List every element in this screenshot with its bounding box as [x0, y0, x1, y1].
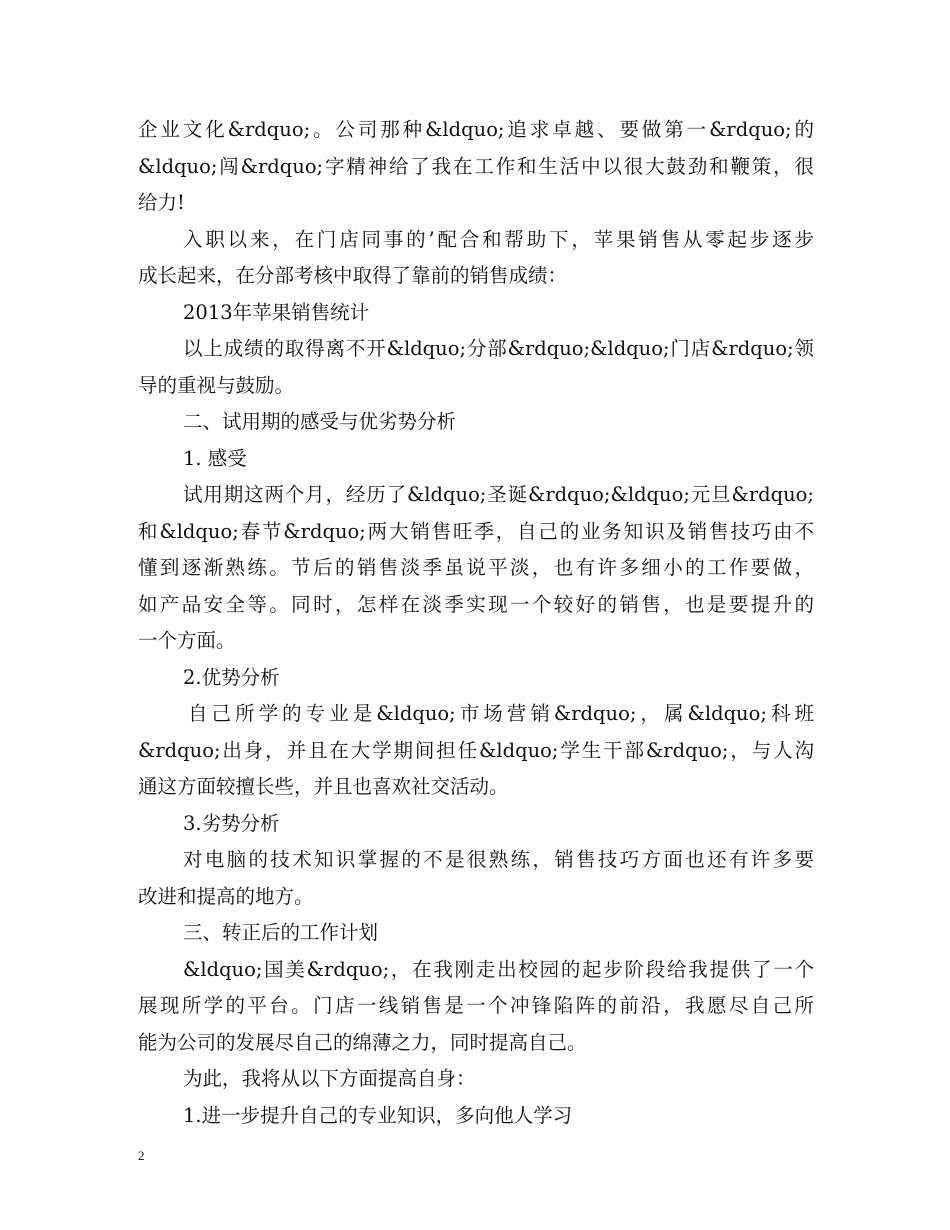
page-number: 2 [138, 1148, 145, 1163]
subheading-feelings: 1. 感受 [183, 446, 247, 470]
text-line-24: &ldquo;国美&rdquo;，在我刚走出校园的起步阶段给我提供了一个 [183, 957, 814, 981]
text-line-13: 懂到逐渐熟练。节后的销售淡季虽说平淡，也有许多细小的工作要做， [138, 556, 814, 579]
text-line-5: 成长起来，在分部考核中取得了靠前的销售成绩： [138, 264, 568, 287]
text-line-15: 一个方面。 [138, 629, 236, 652]
text-line-14: 如产品安全等。同时，怎样在淡季实现一个较好的销售，也是要提升的 [138, 592, 814, 616]
text-line-28: 1.进一步提升自己的专业知识，多向他人学习 [183, 1103, 573, 1127]
text-line-7: 以上成绩的取得离不开&ldquo;分部&rdquo;&ldquo;门店&rdquo;领 [183, 337, 814, 360]
section-heading-2: 二、试用期的感受与优劣势分析 [183, 410, 457, 433]
text-line-8: 导的重视与鼓励。 [138, 373, 295, 397]
text-line-22: 改进和提高的地方。 [138, 884, 314, 908]
text-line-4: 入职以来，在门店同事的’配合和帮助下，苹果销售从零起步逐步 [183, 227, 814, 251]
text-line-11: 试用期这两个月，经历了&ldquo;圣诞&rdquo;&ldquo;元旦&rdquo; [183, 483, 814, 506]
text-line-2: &ldquo;闯&rdquo;字精神给了我在工作和生活中以很大鼓劲和鞭策，很 [138, 154, 814, 178]
text-line-3: 给力! [138, 191, 185, 214]
subheading-weaknesses: 3.劣势分析 [183, 811, 280, 835]
subheading-strengths: 2.优势分析 [183, 665, 280, 689]
text-line-17: 自己所学的专业是&ldquo;市场营销&rdquo;，属&ldquo;科班 [188, 702, 814, 725]
text-line-27: 为此，我将从以下方面提高自身： [183, 1067, 476, 1090]
text-line-19: 通这方面较擅长些，并且也喜欢社交活动。 [138, 775, 509, 798]
section-heading-3: 三、转正后的工作计划 [183, 921, 379, 944]
document-body [138, 112, 814, 1134]
text-line-21: 对电脑的技术知识掌握的不是很熟练，销售技巧方面也还有许多要 [183, 848, 814, 871]
text-line-6: 2013年苹果销售统计 [183, 300, 370, 324]
text-line-12: 和&ldquo;春节&rdquo;两大销售旺季，自己的业务知识及销售技巧由不 [138, 519, 814, 543]
text-line-1: 企业文化&rdquo;。公司那种&ldquo;追求卓越、要做第一&rdquo;的 [138, 118, 814, 141]
text-line-26: 能为公司的发展尽自己的绵薄之力，同时提高自己。 [138, 1030, 587, 1054]
text-line-18: &rdquo;出身，并且在大学期间担任&ldquo;学生干部&rdquo;，与人沟 [138, 738, 814, 762]
text-line-25: 展现所学的平台。门店一线销售是一个冲锋陷阵的前沿，我愿尽自己所 [138, 994, 814, 1017]
